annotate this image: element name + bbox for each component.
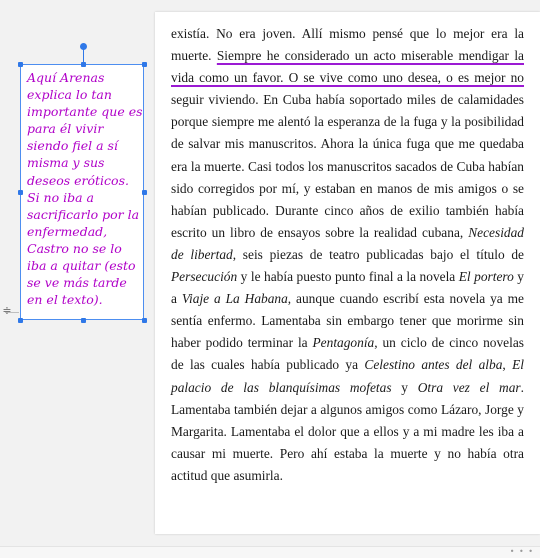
text-run: , bbox=[502, 357, 513, 373]
text-run: y le había puesto punto final a la novela bbox=[237, 269, 459, 285]
text-run: . Lamentaba también dejar a algunos amigos como Lázaro, Jorge y Margarita. Lamentaba el dolor que a ellos y a mi madre les iba a causar mi muerte. Pero ahí estaba la muerte y no había otra actitud que asumirla. bbox=[171, 379, 524, 483]
selection-handle-bottom-left[interactable] bbox=[18, 318, 23, 323]
italic-title: El palacio de las blanquísimas mofetas bbox=[171, 357, 525, 395]
italic-title: El portero bbox=[458, 269, 514, 285]
italic-title: Persecución bbox=[171, 269, 238, 285]
selection-handle-right[interactable] bbox=[142, 190, 147, 195]
more-options-icon[interactable]: • • • bbox=[509, 547, 534, 556]
selection-handle-top-right[interactable] bbox=[142, 62, 147, 67]
text-run: y a bbox=[171, 269, 524, 307]
selection-handle-left[interactable] bbox=[18, 190, 23, 195]
text-run: , un ciclo de cinco novelas de las cuales había publicado ya bbox=[171, 335, 524, 373]
resize-handle-icon[interactable]: ≑ bbox=[2, 304, 12, 317]
text-run: , seis piezas de teatro publicadas bajo el título de bbox=[232, 246, 524, 262]
selection-handle-bottom[interactable] bbox=[81, 318, 86, 323]
paragraph bbox=[171, 23, 524, 487]
text-run: existía. No era joven. Allí mismo pensé que lo mejor era la muerte. bbox=[171, 26, 524, 64]
text-run: y bbox=[391, 379, 418, 395]
selection-handle-bottom-right[interactable] bbox=[142, 318, 147, 323]
rotation-handle[interactable] bbox=[80, 43, 87, 50]
bottom-status-bar bbox=[0, 546, 540, 558]
text-run: seguir viviendo. En Cuba había soportado miles de calamidades porque siempre me alentó la esperanza de la fuga y la posibilidad de salvar mis manuscritos. Ahora la única fuga que me quedaba era la muerte. Casi todos los manuscritos sacados de Cuba habían sido corregidos por mí, y estaban en manos de mis amigos o se habían publicado. Durante cinco años de exilio también había escrito un libro de ensayos sobre la realidad cubana, bbox=[171, 92, 524, 240]
selection-handle-top-left[interactable] bbox=[18, 62, 23, 67]
document-page bbox=[155, 12, 540, 534]
italic-title: Pentagonía bbox=[312, 335, 375, 351]
italic-title: Otra vez el mar bbox=[417, 379, 521, 395]
underlined-passage: Siempre he considerado un acto miserable mendigar la vida como un favor. O se vive como uno desea, o es mejor no bbox=[171, 48, 524, 86]
document-text bbox=[171, 23, 524, 487]
italic-title: Necesidad de libertad bbox=[171, 224, 524, 262]
italic-title: Celestino antes del alba bbox=[364, 357, 503, 373]
text-run: , aunque cuando escribí esta novela ya me sentía enfermo. Lamentaba sin embargo tener que morirme sin haber podido terminar la bbox=[171, 291, 524, 351]
annotation-textbox[interactable] bbox=[20, 64, 144, 320]
annotation-text[interactable]: Aquí Arenas explica lo tan importante que es para él vivir siendo fiel a sí misma y sus deseos eróticos. Si no iba a sacrificarlo por la enfermedad, Castro no se lo iba a quitar (esto se ve más tarde en el texto). bbox=[27, 70, 143, 308]
selection-handle-top[interactable] bbox=[81, 62, 86, 67]
italic-title: Viaje a La Habana bbox=[181, 291, 288, 307]
